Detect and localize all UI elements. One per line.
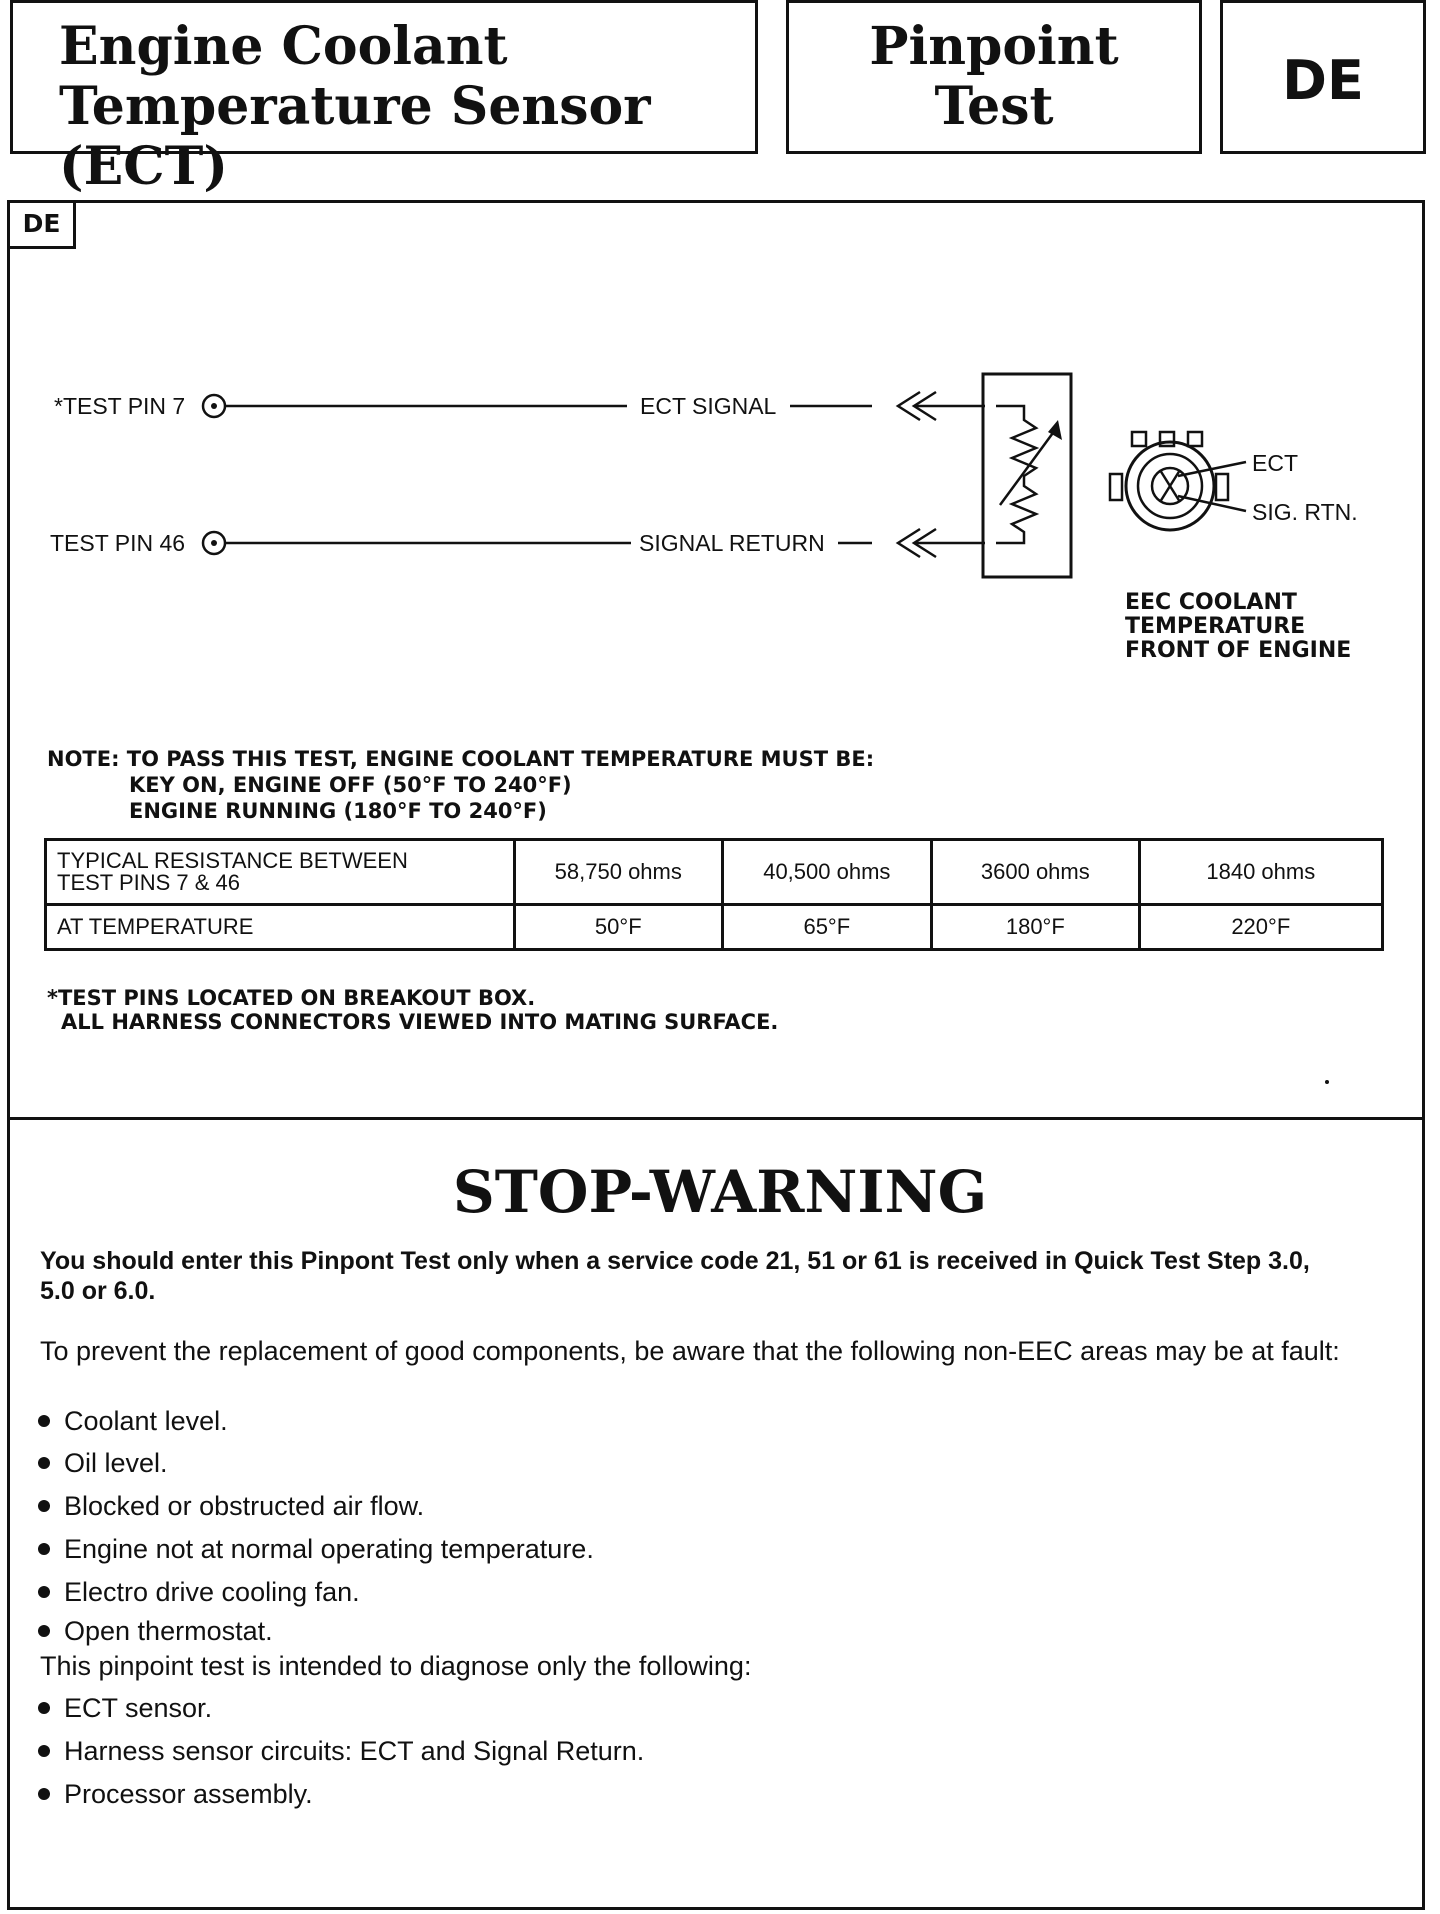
connector-ect-label: ECT [1252, 450, 1298, 476]
bullet-icon [38, 1788, 50, 1800]
connector-caption [1125, 591, 1351, 663]
resistance-header-line-2: TEST PINS 7 & 46 [57, 870, 241, 895]
footnote-line-2: ALL HARNESS CONNECTORS VIEWED INTO MATING SURFACE. [61, 1010, 779, 1034]
test-note [47, 746, 874, 824]
thermistor-symbol [996, 406, 1036, 543]
footnote-line-1: *TEST PINS LOCATED ON BREAKOUT BOX. [47, 986, 536, 1010]
note-line-2: KEY ON, ENGINE OFF (50°F TO 240°F) [129, 773, 572, 797]
section-tag: DE [10, 203, 76, 249]
caption-line-2: TEMPERATURE [1125, 614, 1306, 639]
note-line-1: NOTE: TO PASS THIS TEST, ENGINE COOLANT TEMPERATURE MUST BE: [47, 747, 875, 771]
connector-sig-rtn-label: SIG. RTN. [1252, 499, 1358, 525]
bullet-icon [38, 1702, 50, 1714]
list-item [38, 1779, 313, 1809]
pinpoint-line-1: Pinpoint [869, 16, 1119, 77]
list-item [38, 1693, 212, 1723]
list-item-text: Blocked or obstructed air flow. [64, 1491, 425, 1521]
table-cell: 50°F [515, 905, 723, 950]
test-code: DE [1282, 49, 1364, 112]
table-row-header [46, 840, 515, 905]
stop-warning-title: STOP-WARNING [452, 1158, 988, 1226]
test-pin-46-label: TEST PIN 46 [50, 530, 186, 556]
test-pin-7-label: *TEST PIN 7 [54, 393, 186, 419]
bullet-icon [38, 1586, 50, 1598]
list-item [38, 1491, 424, 1521]
note-line-3: ENGINE RUNNING (180°F TO 240°F) [129, 799, 547, 823]
bullet-icon [38, 1500, 50, 1512]
table-cell: 40,500 ohms [722, 840, 932, 905]
table-cell: 58,750 ohms [515, 840, 723, 905]
table-row [46, 905, 1383, 950]
table-cell: 220°F [1139, 905, 1382, 950]
ect-signal-label: ECT SIGNAL [640, 393, 777, 419]
list-item-text: Electro drive cooling fan. [64, 1577, 360, 1607]
prevent-text: To prevent the replacement of good components, be aware that the following non-EEC areas may be at fault: [40, 1336, 1340, 1366]
pinpoint-line-2: Test [934, 76, 1054, 137]
resistance-table [44, 838, 1384, 951]
signal-return-label: SIGNAL RETURN [639, 530, 825, 556]
resistance-header-line-1: TYPICAL RESISTANCE BETWEEN [57, 848, 408, 873]
list-item [38, 1616, 273, 1646]
list-item [38, 1448, 168, 1478]
footnote [47, 986, 778, 1034]
bullet-icon [38, 1457, 50, 1469]
caption-line-1: EEC COOLANT [1125, 590, 1297, 615]
table-row [46, 840, 1383, 905]
bullet-icon [38, 1625, 50, 1637]
bullet-icon [38, 1745, 50, 1757]
warning-intro: You should enter this Pinpont Test only when a service code 21, 51 or 61 is received in Quick Test Step 3.0, 5.0 or 6.0. [40, 1247, 1310, 1305]
intended-text: This pinpoint test is intended to diagnose only the following: [40, 1651, 752, 1681]
table-cell: 180°F [932, 905, 1140, 950]
list-item [38, 1577, 360, 1607]
table-cell: 1840 ohms [1139, 840, 1382, 905]
bullet-icon [38, 1543, 50, 1555]
list-item-text: Open thermostat. [64, 1616, 273, 1646]
list-item-text: Processor assembly. [64, 1779, 313, 1809]
list-item-text: Harness sensor circuits: ECT and Signal Return. [64, 1736, 645, 1766]
list-item-text: ECT sensor. [64, 1693, 213, 1723]
list-item-text: Coolant level. [64, 1406, 228, 1436]
list-item-text: Engine not at normal operating temperature. [64, 1534, 594, 1564]
list-item [38, 1406, 228, 1436]
list-item [38, 1736, 644, 1766]
caption-line-3: FRONT OF ENGINE [1125, 638, 1352, 663]
list-item [38, 1534, 594, 1564]
title-line-1: Engine Coolant [59, 16, 508, 77]
table-row-header: AT TEMPERATURE [46, 905, 515, 950]
table-cell: 3600 ohms [932, 840, 1140, 905]
ect-connector-drawing [1110, 432, 1246, 530]
title-line-2: Temperature Sensor (ECT) [59, 76, 651, 197]
list-item-text: Oil level. [64, 1448, 168, 1478]
bullet-icon [38, 1415, 50, 1427]
variable-arrow [1000, 426, 1058, 505]
table-cell: 65°F [722, 905, 932, 950]
